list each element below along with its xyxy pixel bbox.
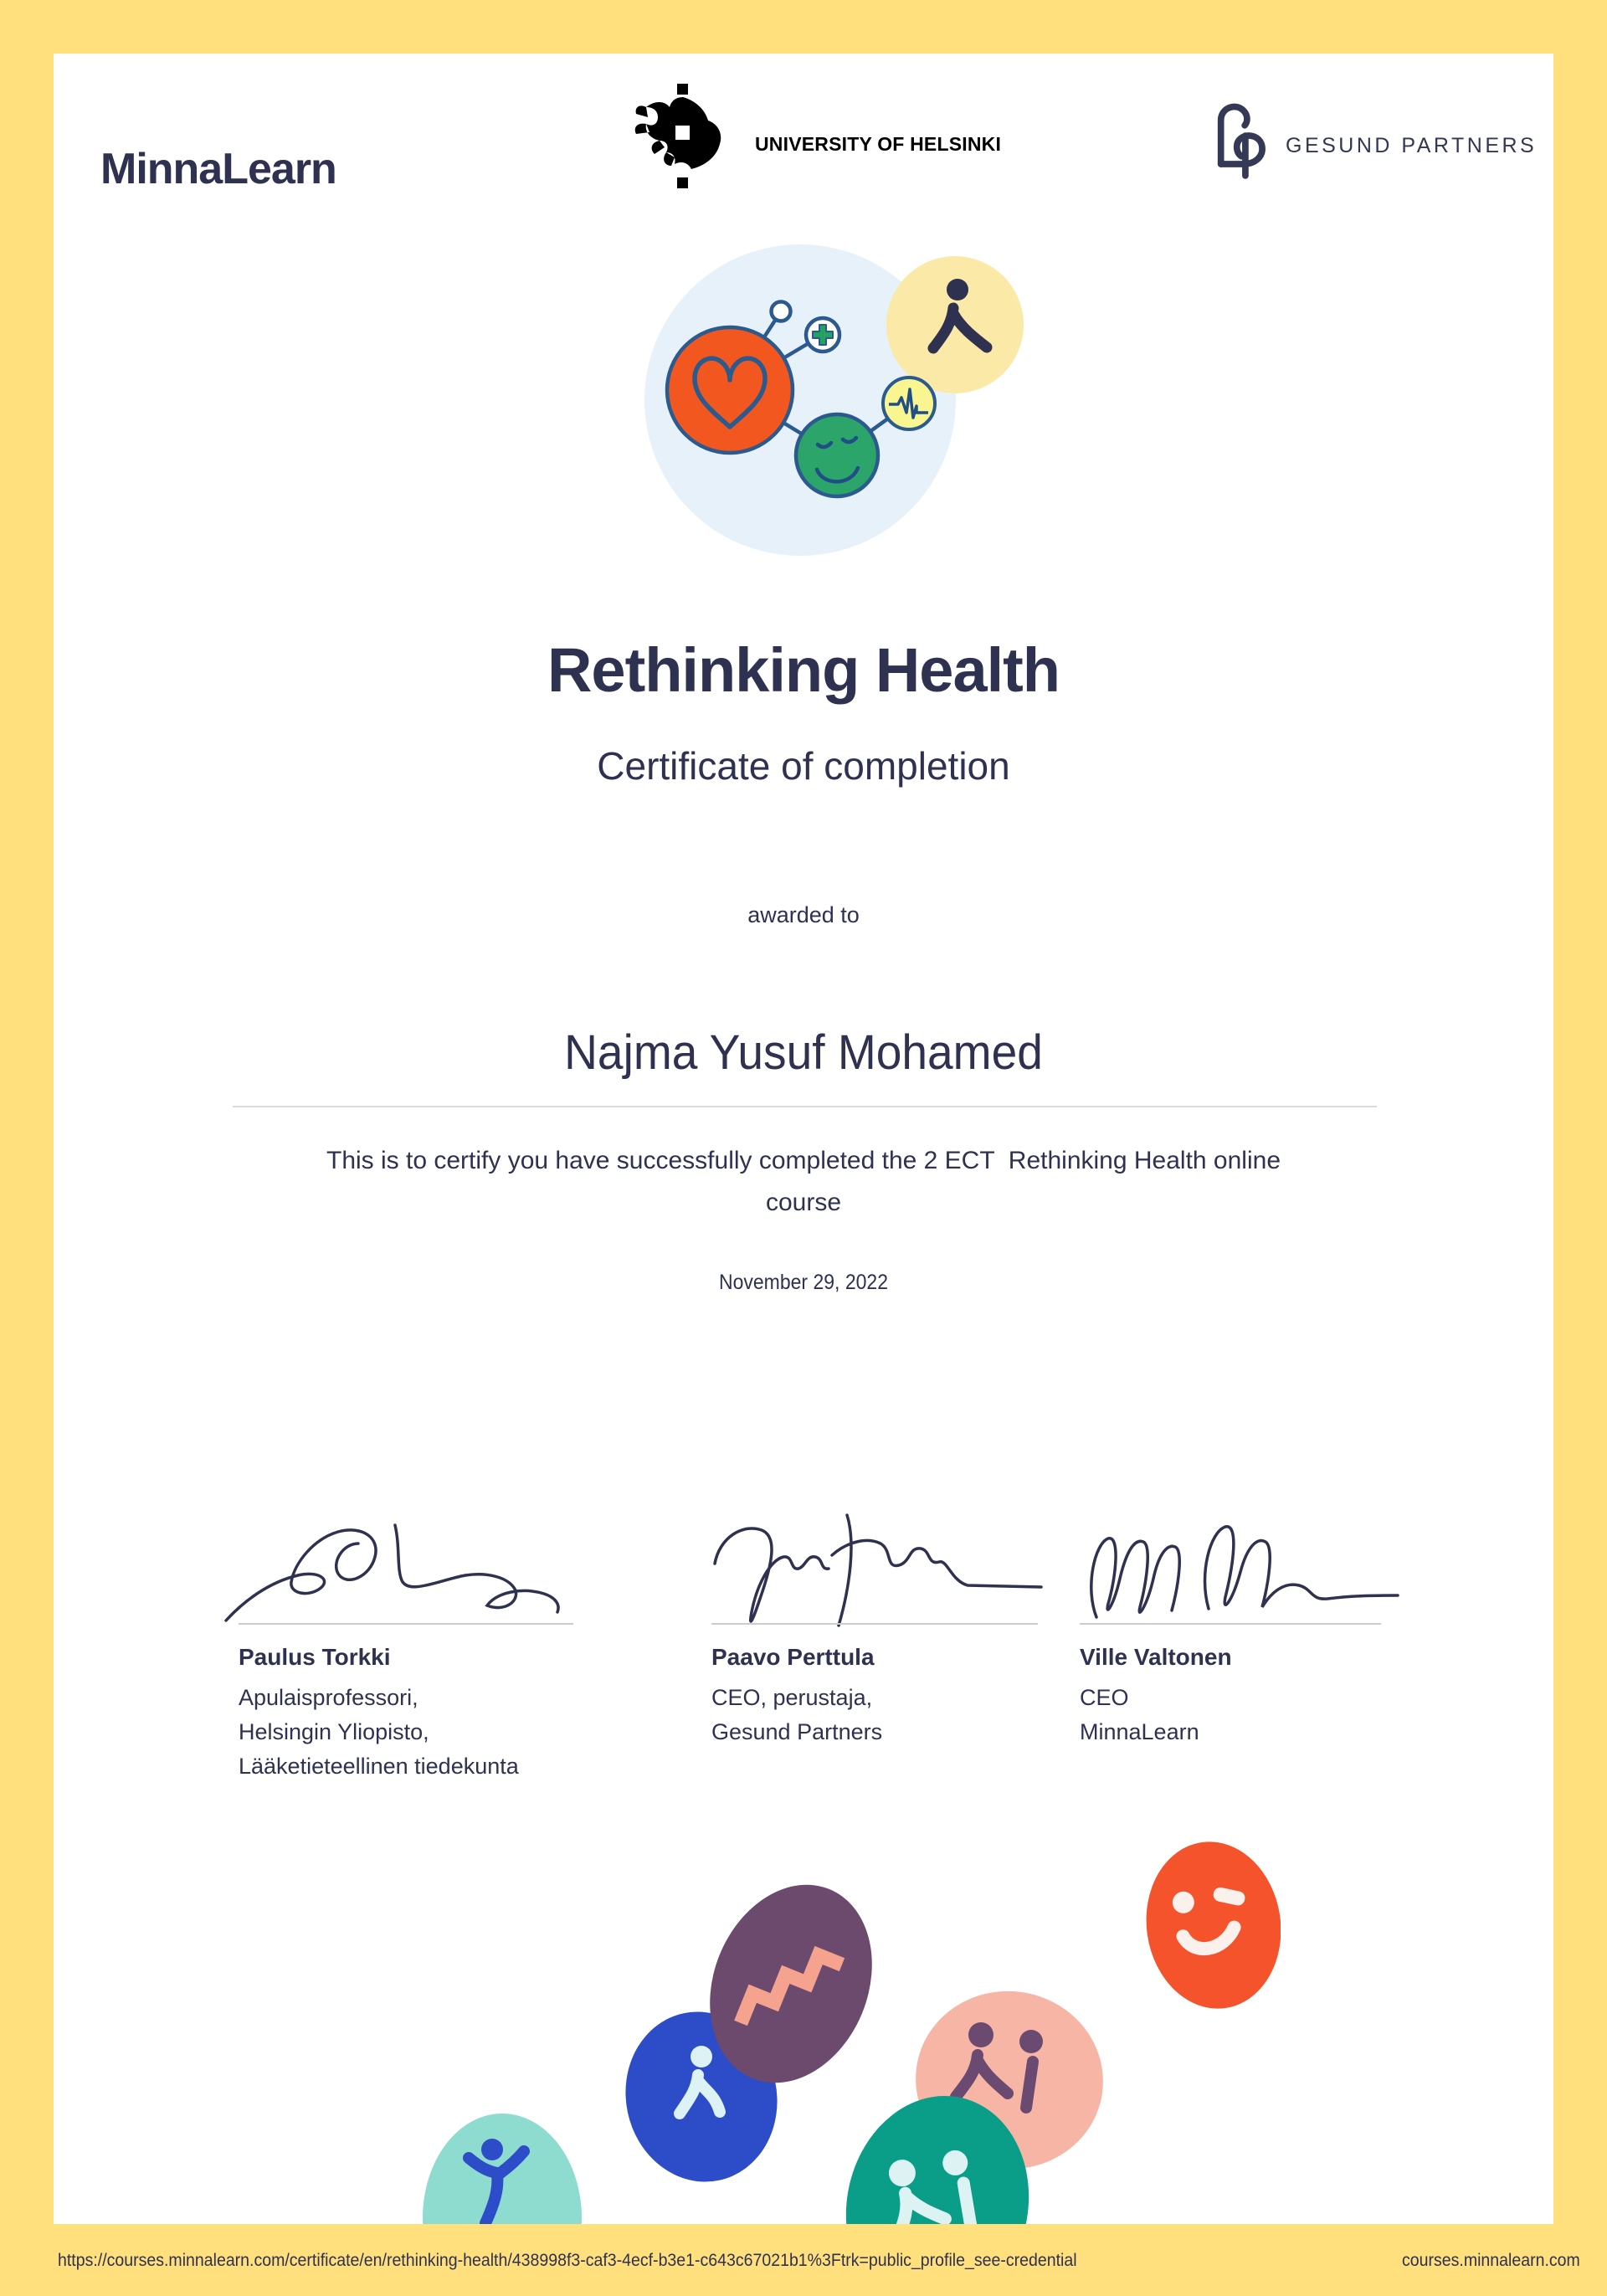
smiley-circle [796, 414, 878, 496]
signatory-name: Paulus Torkki [239, 1644, 391, 1670]
recipient-name: Najma Yusuf Mohamed [564, 1025, 1043, 1080]
signature-scribble-paavo-perttula [706, 1510, 1058, 1636]
footer-url: https://courses.minnalearn.com/certificate/en/rethinking-health/438998f3-caf3-4ecf-b3e1-c643c67021b1%3Ftrk=public_profile_see-credential [58, 2251, 1077, 2270]
decorative-blob-cluster [360, 1825, 1281, 2224]
signature-line [239, 1623, 573, 1625]
cheering-person-blob [423, 2114, 582, 2224]
signatory-role: CEO, perustaja, [711, 1685, 873, 1710]
minnalearn-logo: MinnaLearn [100, 145, 336, 193]
signature-scribble-paulus-torkki [221, 1510, 572, 1636]
signature-line [1080, 1623, 1381, 1625]
signatory-role: Gesund Partners [711, 1719, 883, 1744]
certification-statement [54, 1140, 1553, 1224]
signatory-role: Lääketieteellinen tiedekunta [239, 1754, 519, 1779]
signatory-role: Apulaisprofessori, [239, 1685, 418, 1710]
gesund-partners-monogram-icon [1204, 97, 1276, 181]
gesund-partners-label: GESUND PARTNERS [1286, 134, 1538, 157]
certificate-subtitle: Certificate of completion [597, 744, 1010, 788]
awarded-to-label: awarded to [747, 902, 860, 927]
course-title: Rethinking Health [547, 635, 1060, 705]
health-molecule-illustration [619, 226, 1038, 594]
recipient-name-underline [233, 1106, 1377, 1107]
statement-line-1: This is to certify you have successfully completed the 2 ECT Rethinking Health online [326, 1147, 1281, 1174]
completion-date: November 29, 2022 [718, 1271, 889, 1294]
signature-scribble-ville-valtonen [1066, 1510, 1435, 1636]
signature-line [711, 1623, 1038, 1625]
university-of-helsinki-label: UNIVERSITY OF HELSINKI [755, 133, 1002, 155]
heart-circle [667, 327, 793, 453]
university-of-helsinki-flame-icon [628, 84, 737, 188]
molecule-ring-icon [772, 302, 791, 321]
signatory-role: Helsingin Yliopisto, [239, 1719, 429, 1744]
signatory-name: Paavo Perttula [711, 1644, 875, 1670]
statement-line-2: course [765, 1189, 842, 1216]
footer-site: courses.minnalearn.com [1402, 2251, 1580, 2270]
certificate-page [54, 54, 1553, 2224]
signatory-role: CEO [1080, 1685, 1129, 1710]
wink-smiley-blob [1136, 1833, 1281, 2017]
signatory-role: MinnaLearn [1080, 1719, 1199, 1744]
signatory-name: Ville Valtonen [1080, 1644, 1232, 1670]
